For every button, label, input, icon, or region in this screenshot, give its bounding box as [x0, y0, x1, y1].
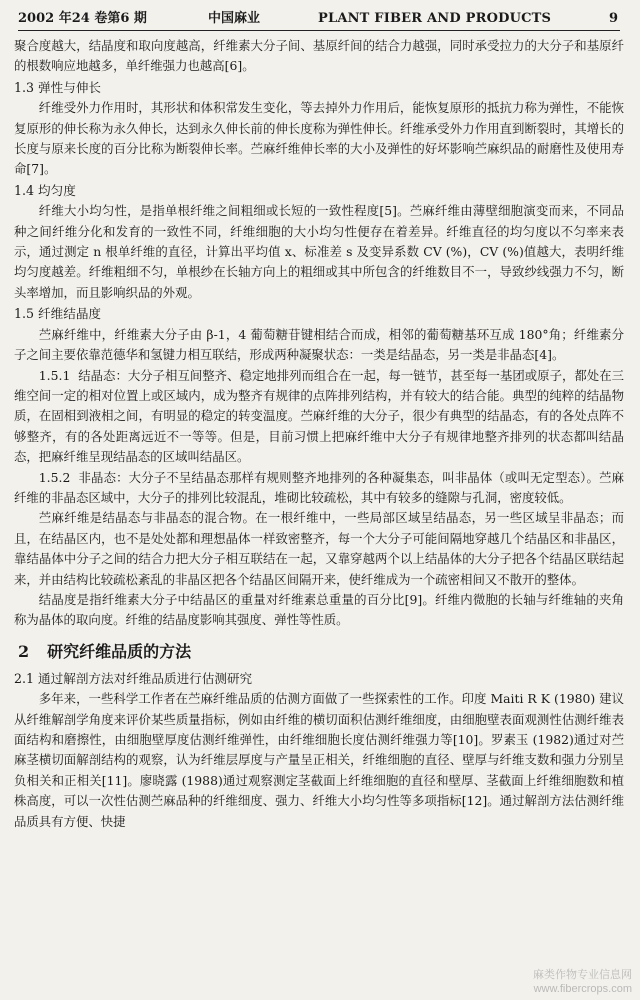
- running-header: [18, 8, 620, 31]
- subsection-number: 1.5.1: [38, 367, 71, 383]
- paragraph-anatomy-methods: 多年来，一些科学工作者在苎麻纤维品质的估测方面做了一些探索性的工作。印度 Maiti R K (1980) 建议从纤维解剖学角度来评价某些质量指标，例如由纤维的横切面积估测纤维细度，由细胞壁表面观测性估测纤维表面结构和磨擦性，由细胞壁厚度估测纤维弹性，由纤维细胞长度估测纤维强力等[10]。罗素玉 (1982)通过对苎麻茎横切面解剖结构的观察，认为纤维层厚度与产量呈正相关，纤维细胞的直径、壁厚与纤维支数和强力分别呈负相关和正相关[11]。廖晓露 (1988)通过观察测定茎截面上纤维细胞的直径和壁厚、茎截面上纤维细胞数和植株高度，可以一次性估测苎麻品种的纤维细度、强力、纤维大小均匀性等多项指标[12]。通过解剖方法估测纤维品质具有方便、快捷: [14, 691, 624, 829]
- paragraph-crystallinity: 苎麻纤维中，纤维素大分子由 β-1，4 葡萄糖苷键相结合而成，相邻的葡萄糖基环互成 180°角；纤维素分子之间主要依靠范德华和氢键力相互联结，形成两种凝聚状态：一类是结晶态，另一类是非晶态[4]。: [14, 326, 624, 363]
- watermark-url: www.fibercrops.com: [533, 983, 632, 995]
- paragraph-uniformity: 纤维大小均匀性，是指单根纤维之间粗细或长短的一致性程度[5]。苎麻纤维由薄壁细胞演变而来，不同品种之间纤维分化和发育的一致性不同，纤维细胞的大小均匀性便存在着差异。纤维直径的均匀度以不匀率来表示，通过测定 n 根单纤维的直径，计算出平均值 x、标准差 s 及变异系数 CV (%)，CV (%)值越大，表明纤维均匀度越差。纤维粗细不匀，单根纱在长轴方向上的粗细或其中所包含的纤维数目不一，导致纱线强力不匀，断头率增加，而且影响织品的外观。: [14, 203, 624, 300]
- subsection-1-5-2: [14, 468, 624, 509]
- section-heading-2: [18, 639, 624, 665]
- subsection-text: 非晶态：大分子不呈结晶态那样有规则整齐地排列的各种凝集态，叫非晶体（或叫无定型态）。苎麻纤维的非晶态区域中，大分子的排列比较混乱，堆砌比较疏松，其中有较多的缝隙与孔洞，密度较低。: [14, 469, 624, 505]
- section-number: 2: [18, 641, 30, 661]
- header-page-number: 9: [608, 11, 618, 26]
- article-body: [14, 36, 624, 1000]
- section-heading-1-4: [14, 181, 624, 201]
- subsection-number: 1.5.2: [38, 469, 71, 485]
- header-year-issue: 2002 年24 卷第6 期: [18, 11, 147, 26]
- header-journal-en: PLANT FIBER AND PRODUCTS: [318, 11, 552, 26]
- site-watermark: [533, 968, 632, 996]
- paragraph-intro: 聚合度越大，结晶度和取向度越高，纤维素大分子间、基原纤间的结合力越强，同时承受拉力的大分子和基原纤的根数响应地越多，单纤维强力也越高[6]。: [14, 38, 624, 74]
- section-number: 1.4: [14, 182, 35, 198]
- subsection-1-5-1: [14, 366, 624, 468]
- section-number: 1.3: [14, 79, 35, 95]
- section-title: 均匀度: [38, 182, 76, 198]
- section-number: 2.1: [14, 670, 35, 686]
- paragraph-elasticity: 纤维受外力作用时，其形状和体积常发生变化，等去掉外力作用后，能恢复原形的抵抗力称为弹性，不能恢复原形的伸长称为永久伸长，达到永久伸长前的伸长度称为弹性伸长。纤维承受外力作用直到断裂时，其增长的长度与原来长度的百分比称为断裂伸长率。苎麻纤维伸长率的大小及弹性的好坏影响苎麻织品的耐磨性及使用寿命[7]。: [14, 100, 624, 177]
- section-number: 1.5: [14, 306, 35, 322]
- watermark-line-1: 麻类作物专业信息网: [533, 969, 632, 981]
- section-heading-1-3: [14, 78, 624, 98]
- paragraph-mixed-state: 苎麻纤维是结晶态与非晶态的混合物。在一根纤维中，一些局部区域呈结晶态，另一些区域呈非晶态；而且，在结晶区内，也不是处处都和理想晶体一样致密整齐，每一个大分子可能间隔地穿越几个结晶区和非晶区，靠结晶体中分子之间的结合力把大分子相互联结在一起，又靠穿越两个以上结晶体的大分子把各个结晶区联结起来，并由结构比较疏松紊乱的非晶区把各个结晶区间隔开来，使纤维成为一个疏密相间又不散开的整体。: [14, 510, 624, 587]
- section-heading-1-5: [14, 304, 624, 324]
- section-title: 纤维结晶度: [38, 306, 101, 322]
- paragraph-crystal-degree: 结晶度是指纤维素大分子中结晶区的重量对纤维素总重量的百分比[9]。纤维内微胞的长轴与纤维轴的夹角称为晶体的取向度。纤维的结晶度影响其强度、弹性等性质。: [14, 591, 624, 628]
- section-title: 通过解剖方法对纤维品质进行估测研究: [38, 670, 253, 686]
- section-title: 研究纤维品质的方法: [47, 641, 192, 661]
- header-journal-cn: 中国麻业: [208, 11, 261, 26]
- subsection-text: 结晶态：大分子相互间整齐、稳定地排列而组合在一起，每一链节，甚至每一基团或原子，都处在三维空间一定的相对位置上或区域内，成为整齐有规律的点阵排列结构，并有较大的结合能。典型的纯粹的结晶物质，在固相到液相之间，有明显的稳定的转变温度。苎麻纤维的大分子，很少有典型的结晶态，有的各处点阵不够整齐，有的各处距离远近不一等等。但是，目前习惯上把麻纤维中大分子有规律地整齐排列的状态都叫结晶态，把麻纤维呈现结晶态的区域叫结晶区。: [14, 367, 624, 465]
- section-heading-2-1: [14, 669, 624, 689]
- section-title: 弹性与伸长: [38, 79, 101, 95]
